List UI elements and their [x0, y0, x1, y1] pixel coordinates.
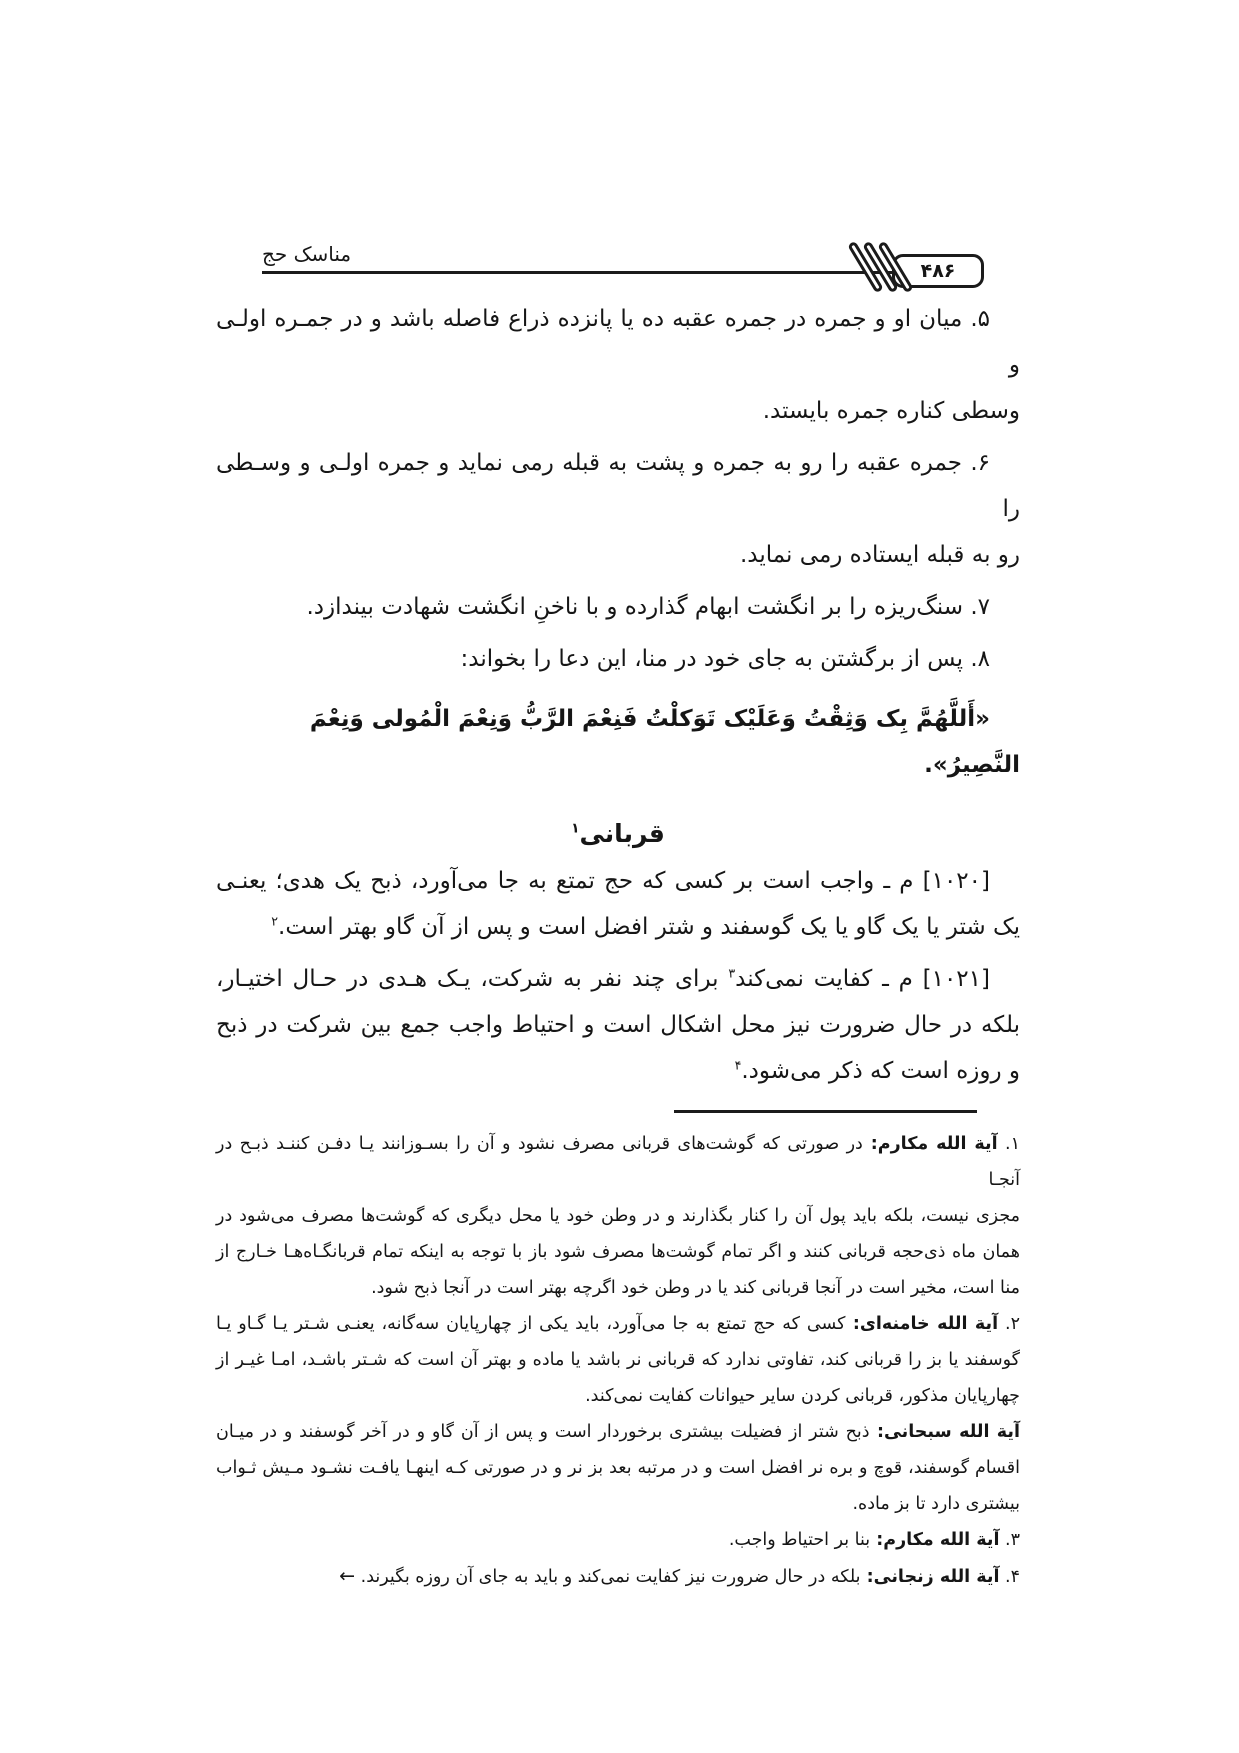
body-line — [216, 956, 1020, 1002]
marja-name: آیة الله زنجانی: — [860, 1567, 1000, 1587]
footnote-number: ۱. — [997, 1134, 1020, 1154]
footnote-line: مجزی نیست، بلکه باید پول آن را کنار بگذارند و در وطن خود یا محل دیگری که گوشت‌ها مصرف می‌شود در — [216, 1206, 1020, 1226]
body-line-text: برای چند نفر به شرکت، یـک هـدی در حـال اختیـار، — [216, 966, 729, 992]
footnote-line — [216, 1306, 1020, 1342]
footnote-line — [216, 1558, 1020, 1595]
marja-name: آیة الله مکارم: — [870, 1530, 1000, 1550]
list-item-8 — [216, 636, 1020, 682]
footnote-text: در صورتی که گوشت‌های قربانی مصرف نشود و آن را بسـوزانند یـا دفـن کننـد ذبـح در آنجـا — [216, 1134, 1020, 1190]
page-body — [216, 296, 1020, 1094]
continuation-arrow-icon: ← — [339, 1565, 356, 1587]
footnote-2-continuation — [216, 1414, 1020, 1522]
body-line: وسطی کناره جمره بایستد. — [762, 398, 1020, 424]
footnote-line: منا است، مخیر است در آنجا قربانی کند یا در وطن خود اگرچه بهتر است در آنجا ذبح شود. — [371, 1278, 1020, 1298]
marja-name: آیة الله سبحانی: — [869, 1422, 1020, 1442]
body-line-text: و روزه است که ذکر می‌شود. — [741, 1058, 1020, 1084]
body-line: ۶. جمره عقبه را رو به جمره و پشت به قبله رمی نماید و جمره اولـی و وسـطی را — [216, 450, 1020, 522]
page-header — [216, 242, 1020, 282]
footnote-number: ۳. — [999, 1530, 1020, 1550]
footnote-line: همان ماه ذی‌حجه قربانی کنند و اگر تمام گوشت‌ها مصرف شود باز با توجه به اینکه تمام قربانگـاه‌هـا خـارج از — [216, 1242, 1020, 1262]
body-line — [216, 904, 1020, 950]
body-line: بلکه در حال ضرورت نیز محل اشکال است و احتیاط واجب جمع بین شرکت در ذبح — [216, 1012, 1020, 1038]
header-ornament-stripes-icon — [824, 237, 904, 301]
body-line-text: یک شتر یا یک گاو یا یک گوسفند و شتر افضل است و پس از آن گاو بهتر است. — [278, 914, 1020, 940]
body-line: ۷. سنگ‌ریزه را بر انگشت ابهام گذارده و با ناخنِ انگشت شهادت بیندازد. — [306, 594, 990, 620]
marja-name: آیة الله خامنه‌ای: — [845, 1314, 999, 1334]
footnote-ref-4: ۴ — [734, 1057, 742, 1073]
footnote-line — [216, 1522, 1020, 1558]
footnote-ref-1: ۱ — [571, 820, 580, 837]
footnote-2 — [216, 1306, 1020, 1414]
section-heading — [216, 810, 1020, 858]
footnote-text: کسی که حج تمتع به جا می‌آورد، باید یکی از چهارپایان سه‌گانه، یعنـی شـتر یـا گـاو یـا — [216, 1314, 846, 1334]
footnote-line: چهارپایان مذکور، قربانی کردن سایر حیوانات کفایت نمی‌کند. — [585, 1386, 1020, 1406]
footnote-separator — [674, 1110, 977, 1113]
footnote-ref-2: ۲ — [271, 913, 279, 929]
footnote-line — [216, 1414, 1020, 1450]
footnote-4 — [216, 1558, 1020, 1595]
footnote-ref-3: ۳ — [728, 965, 736, 981]
footnotes-block — [216, 1110, 1020, 1595]
body-line-text: [۱۰۲۱] م ـ کفایت نمی‌کند — [735, 966, 990, 992]
body-line: ۸. پس از برگشتن به جای خود در منا، این دعا را بخواند: — [460, 646, 990, 672]
footnote-line: گوسفند یا بز را قربانی کند، تفاوتی ندارد که قربانی نر باشد یا ماده و بهتر آن است که شـتر باشـد، امـا غیـر از — [216, 1350, 1020, 1370]
body-line: [۱۰۲۰] م ـ واجب است بر کسی که حج تمتع به جا می‌آورد، ذبح یک هدی؛ یعنـی — [216, 868, 990, 894]
footnote-line: اقسام گوسفند، قوچ و بره نر افضل است و در مرتبه بعد بز نر و در صورتی کـه اینهـا یافـت نشـود مـیش ثـواب — [216, 1458, 1020, 1478]
page-content — [216, 243, 1020, 1595]
list-item-5 — [216, 296, 1020, 434]
section-heading-text: قربانی — [579, 819, 665, 848]
footnote-text: بنا بر احتیاط واجب. — [728, 1530, 871, 1550]
footnote-text: ذبح شتر از فضیلت بیشتری برخوردار است و پس از آن گاو و در آخر گوسفند و در میـان — [216, 1422, 870, 1442]
list-item-7 — [216, 584, 1020, 630]
arabic-dua: «أَللَّهُمَّ بِک وَثِقْتُ وَعَلَیْک تَوَکلْتُ فَنِعْمَ الرَّبُّ وَنِعْمَ الْمُولی وَنِعْمَ النَّصِیرُ». — [309, 706, 1020, 778]
footnote-number: ۲. — [998, 1314, 1020, 1334]
running-title: مناسک حج — [262, 242, 352, 266]
footnote-line — [216, 1126, 1020, 1198]
ruling-1021 — [216, 956, 1020, 1094]
footnote-number: ۴. — [999, 1567, 1020, 1587]
body-line — [216, 1048, 1020, 1094]
footnote-3 — [216, 1522, 1020, 1558]
page-number: ۴۸۶ — [920, 260, 956, 282]
body-line: ۵. میان او و جمره در جمره عقبه ده یا پانزده ذراع فاصله باشد و در جمـره اولـی و — [216, 306, 1020, 378]
body-line: رو به قبله ایستاده رمی نماید. — [739, 542, 1020, 568]
footnote-text: بلکه در حال ضرورت نیز کفایت نمی‌کند و باید به جای آن روزه بگیرند. — [355, 1567, 861, 1587]
ruling-1020 — [216, 858, 1020, 950]
footnote-1 — [216, 1126, 1020, 1306]
footnote-line: بیشتری دارد تا بز ماده. — [852, 1494, 1020, 1514]
list-item-6 — [216, 440, 1020, 578]
marja-name: آیة الله مکارم: — [862, 1134, 998, 1154]
